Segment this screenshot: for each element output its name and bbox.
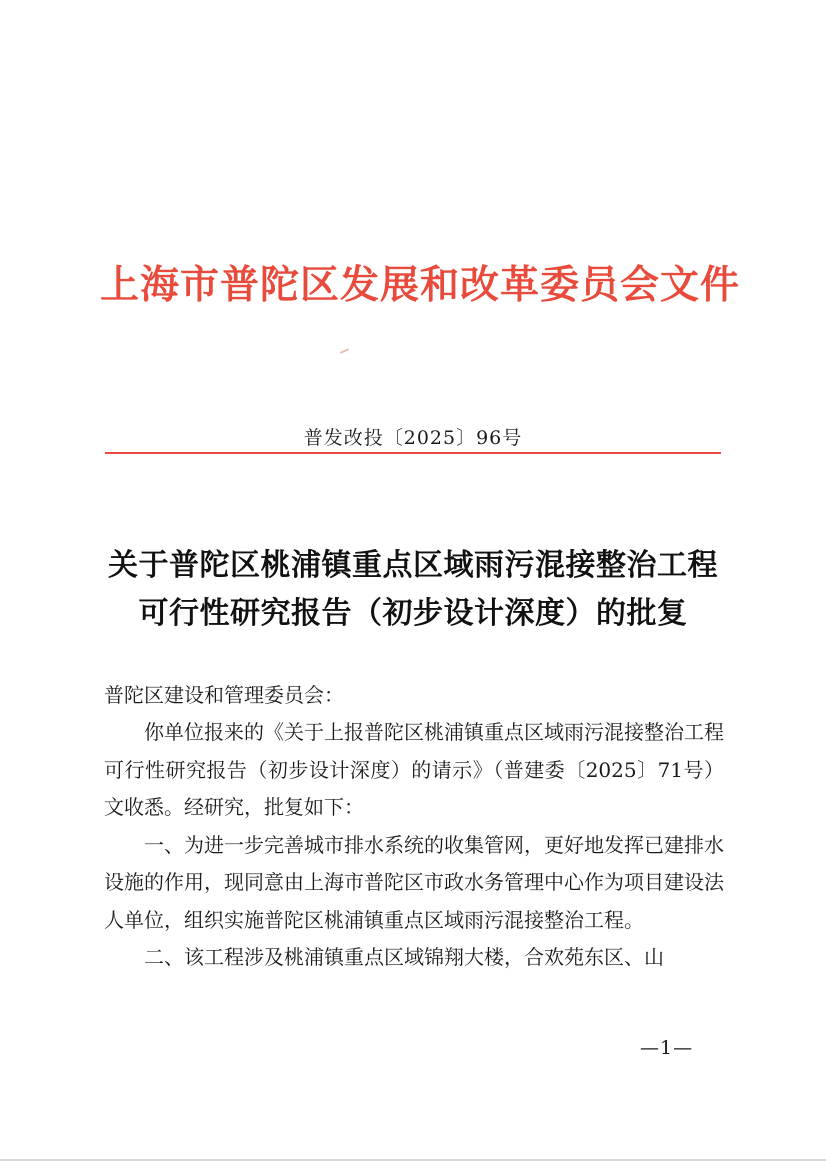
salutation: 普陀区建设和管理委员会： (104, 683, 344, 707)
body-paragraphs (104, 714, 724, 977)
document-number: 普发改投〔2025〕96号 (303, 427, 523, 449)
issuer-header-title: 上海市普陀区发展和改革委员会文件 (100, 262, 741, 308)
paragraph-intro: 你单位报来的《关于上报普陀区桃浦镇重点区域雨污混接整治工程可行性研究报告（初步设计深度）的请示》（普建委〔2025〕71号）文收悉。经研究，批复如下： (104, 720, 724, 819)
page-number: —1— (640, 1037, 694, 1059)
scan-speck (340, 348, 349, 354)
paragraph-item-2: 二、该工程涉及桃浦镇重点区域锦翔大楼，合欢苑东区、山 (144, 945, 664, 969)
document-title-line-2: 可行性研究报告（初步设计深度）的批复 (138, 596, 688, 631)
scan-bottom-edge (0, 1159, 826, 1161)
document-title-line-1: 关于普陀区桃浦镇重点区域雨污混接整治工程 (108, 548, 718, 583)
paragraph-item-1: 一、为进一步完善城市排水系统的收集管网，更好地发挥已建排水设施的作用，现同意由上海市普陀区市政水务管理中心作为项目建设法人单位，组织实施普陀区桃浦镇重点区域雨污混接整治工程。 (104, 832, 724, 932)
red-divider-line (105, 452, 721, 454)
document-title (100, 542, 726, 638)
